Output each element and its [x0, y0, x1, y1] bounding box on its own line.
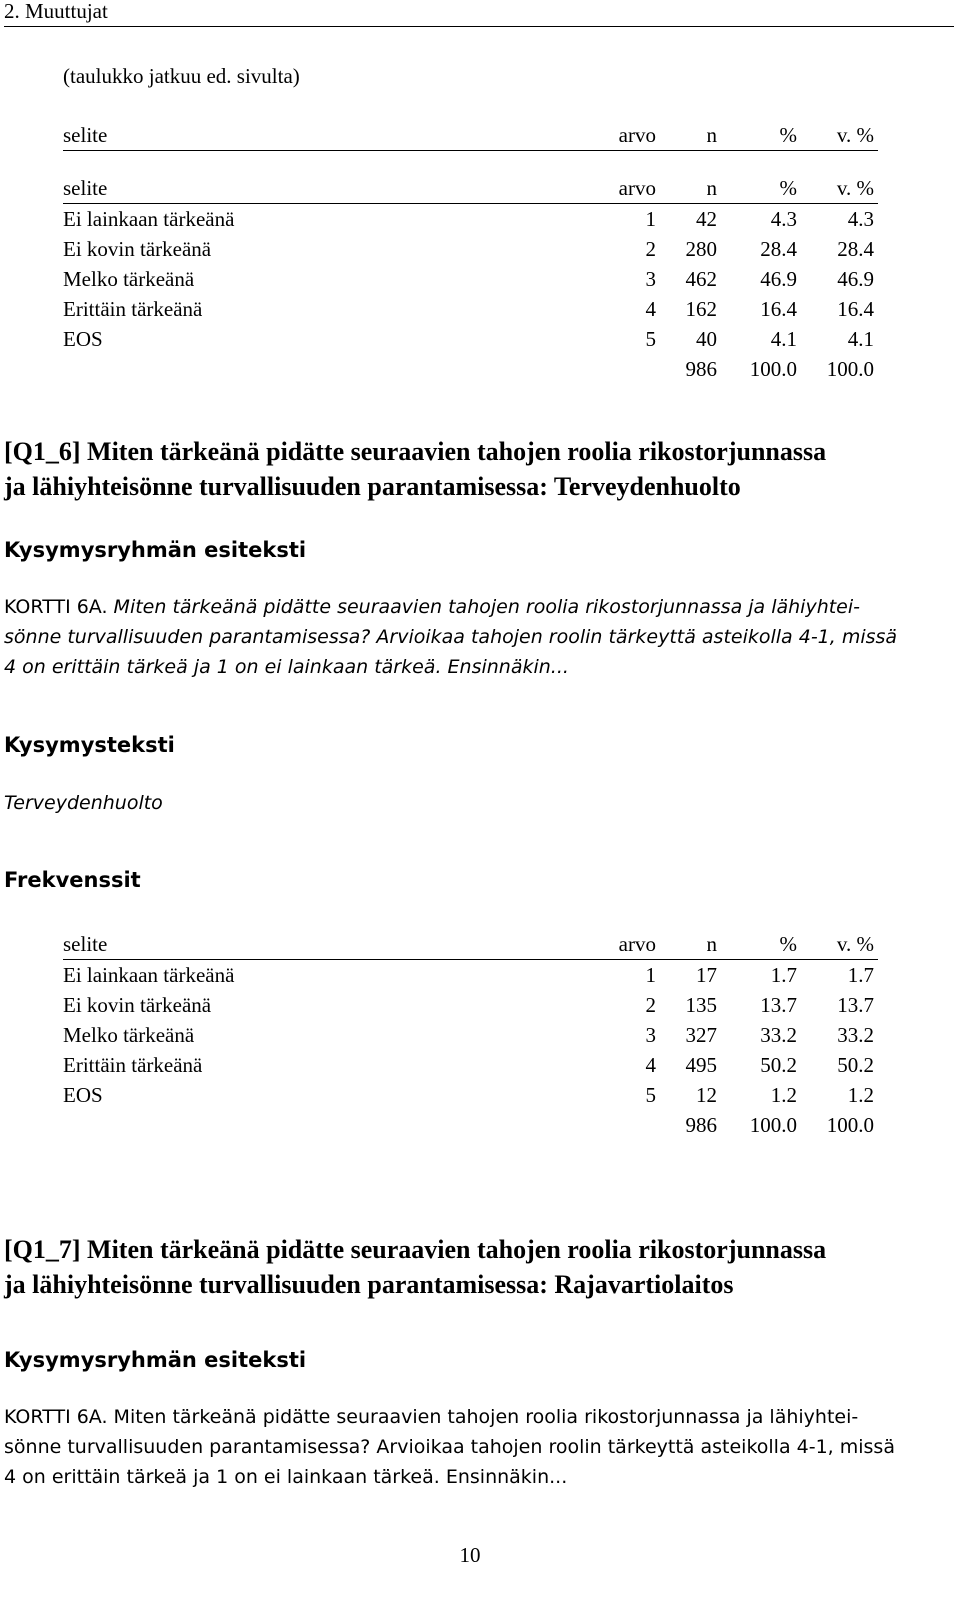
question-title-q1-6 — [4, 434, 954, 504]
running-head: 2. Muuttujat — [4, 0, 108, 23]
cell-arvo: 1 — [645, 963, 656, 987]
col-header-selite: selite — [63, 176, 108, 200]
cell-n: 327 — [685, 1023, 717, 1047]
continuation-note: (taulukko jatkuu ed. sivulta) — [63, 64, 300, 88]
question-title-line: [Q1_7] Miten tärkeänä pidätte seuraavien tahojen roolia rikostorjunnassa — [4, 1235, 827, 1264]
cell-selite: Ei lainkaan tärkeänä — [63, 963, 235, 987]
cell-arvo: 2 — [645, 237, 656, 261]
table-total-row — [63, 1110, 878, 1140]
table-header-row — [63, 120, 878, 150]
frequencies-heading: Frekvenssit — [4, 868, 141, 892]
col-header-vpct: v. % — [836, 123, 874, 147]
group-text-line: 4 on erittäin tärkeä ja 1 on ei lainkaan tärkeä. Ensinnäkin... — [4, 1466, 568, 1488]
cell-vpct: 1.7 — [847, 963, 874, 987]
page-number: 10 — [459, 1543, 481, 1567]
table-row — [63, 294, 878, 324]
cell-arvo: 1 — [645, 207, 656, 231]
col-header-n: n — [706, 123, 717, 147]
col-header-pct: % — [779, 932, 797, 956]
cell-pct: 13.7 — [760, 993, 797, 1017]
cell-selite: Erittäin tärkeänä — [63, 297, 203, 321]
cell-n: 17 — [696, 963, 717, 987]
table-row — [63, 234, 878, 264]
group-text-line — [4, 596, 860, 618]
cell-arvo: 3 — [645, 267, 656, 291]
question-title-line: ja lähiyhteisönne turvallisuuden parantamisessa: Rajavartiolaitos — [4, 1270, 734, 1299]
cell-pct: 1.2 — [770, 1083, 797, 1107]
table-row — [63, 960, 878, 990]
question-text: Terveydenhuolto — [4, 792, 163, 814]
group-text-fragment: Miten tärkeänä pidätte seuraavien tahojen roolia rikostorjunnassa ja lähiyhtei- — [107, 596, 861, 618]
cell-n: 462 — [685, 267, 717, 291]
question-title-q1-7 — [4, 1232, 954, 1302]
cell-n: 42 — [696, 207, 717, 231]
cell-vpct: 13.7 — [837, 993, 874, 1017]
table-header-row — [63, 173, 878, 203]
cell-vpct: 33.2 — [837, 1023, 874, 1047]
cell-selite: EOS — [63, 327, 103, 351]
cell-pct: 46.9 — [760, 267, 797, 291]
col-header-arvo: arvo — [618, 932, 656, 956]
col-header-vpct: v. % — [836, 932, 874, 956]
table-row — [63, 1080, 878, 1110]
table-header-row — [63, 929, 878, 959]
cell-arvo: 5 — [645, 327, 656, 351]
cell-selite: Melko tärkeänä — [63, 267, 195, 291]
group-text-line: KORTTI 6A. Miten tärkeänä pidätte seuraavien tahojen roolia rikostorjunnassa ja lähiyhtei- — [4, 1406, 859, 1428]
cell-n: 40 — [696, 327, 717, 351]
cell-vpct: 46.9 — [837, 267, 874, 291]
card-label: KORTTI 6A. — [4, 596, 108, 618]
cell-arvo: 4 — [645, 297, 656, 321]
group-text-body — [4, 592, 938, 682]
col-header-selite: selite — [63, 932, 108, 956]
cell-selite: Erittäin tärkeänä — [63, 1053, 203, 1077]
cell-pct: 4.3 — [770, 207, 797, 231]
total-n: 986 — [685, 1113, 717, 1137]
cell-pct: 33.2 — [760, 1023, 797, 1047]
col-header-selite: selite — [63, 123, 108, 147]
group-text-heading: Kysymysryhmän esiteksti — [4, 538, 307, 562]
cell-n: 12 — [696, 1083, 717, 1107]
col-header-n: n — [706, 176, 717, 200]
cell-arvo: 4 — [645, 1053, 656, 1077]
group-text-heading: Kysymysryhmän esiteksti — [4, 1348, 307, 1372]
cell-n: 280 — [685, 237, 717, 261]
question-text-heading: Kysymysteksti — [4, 733, 175, 757]
cell-vpct: 28.4 — [837, 237, 874, 261]
header-rule — [4, 26, 954, 27]
cell-arvo: 5 — [645, 1083, 656, 1107]
table-row — [63, 1020, 878, 1050]
cell-vpct: 50.2 — [837, 1053, 874, 1077]
col-header-arvo: arvo — [618, 123, 656, 147]
group-text-line: sönne turvallisuuden parantamisessa? Arvioikaa tahojen roolin tärkeyttä asteikolla 4-1, missä — [4, 1436, 895, 1458]
table-total-row — [63, 354, 878, 384]
table-row — [63, 264, 878, 294]
col-header-vpct: v. % — [836, 176, 874, 200]
cell-pct: 4.1 — [770, 327, 797, 351]
cell-n: 162 — [685, 297, 717, 321]
group-text-line: 4 on erittäin tärkeä ja 1 on ei lainkaan tärkeä. Ensinnäkin... — [4, 656, 569, 678]
cell-pct: 28.4 — [760, 237, 797, 261]
cell-vpct: 16.4 — [837, 297, 874, 321]
question-title-line: ja lähiyhteisönne turvallisuuden parantamisessa: Terveydenhuolto — [4, 472, 741, 501]
cell-vpct: 4.3 — [847, 207, 874, 231]
cell-pct: 1.7 — [770, 963, 797, 987]
group-text-body — [4, 1402, 938, 1492]
question-title-line: [Q1_6] Miten tärkeänä pidätte seuraavien tahojen roolia rikostorjunnassa — [4, 437, 827, 466]
cell-arvo: 3 — [645, 1023, 656, 1047]
cell-n: 495 — [685, 1053, 717, 1077]
cell-selite: Ei kovin tärkeänä — [63, 237, 212, 261]
cell-selite: Ei kovin tärkeänä — [63, 993, 212, 1017]
col-header-pct: % — [779, 176, 797, 200]
total-pct: 100.0 — [749, 1113, 797, 1137]
cell-pct: 50.2 — [760, 1053, 797, 1077]
frequency-table — [63, 929, 878, 1140]
table-row — [63, 1050, 878, 1080]
col-header-arvo: arvo — [618, 176, 656, 200]
col-header-n: n — [706, 932, 717, 956]
continued-table — [63, 120, 878, 384]
table-row — [63, 324, 878, 354]
total-vpct: 100.0 — [826, 357, 874, 381]
cell-selite: EOS — [63, 1083, 103, 1107]
total-pct: 100.0 — [749, 357, 797, 381]
total-vpct: 100.0 — [826, 1113, 874, 1137]
total-n: 986 — [685, 357, 717, 381]
table-row — [63, 204, 878, 234]
cell-pct: 16.4 — [760, 297, 797, 321]
group-text-line: sönne turvallisuuden parantamisessa? Arvioikaa tahojen roolin tärkeyttä asteikolla 4-1, missä — [4, 626, 898, 648]
col-header-pct: % — [779, 123, 797, 147]
table-row — [63, 990, 878, 1020]
cell-vpct: 1.2 — [847, 1083, 874, 1107]
cell-arvo: 2 — [645, 993, 656, 1017]
cell-selite: Ei lainkaan tärkeänä — [63, 207, 235, 231]
cell-selite: Melko tärkeänä — [63, 1023, 195, 1047]
cell-n: 135 — [685, 993, 717, 1017]
cell-vpct: 4.1 — [847, 327, 874, 351]
